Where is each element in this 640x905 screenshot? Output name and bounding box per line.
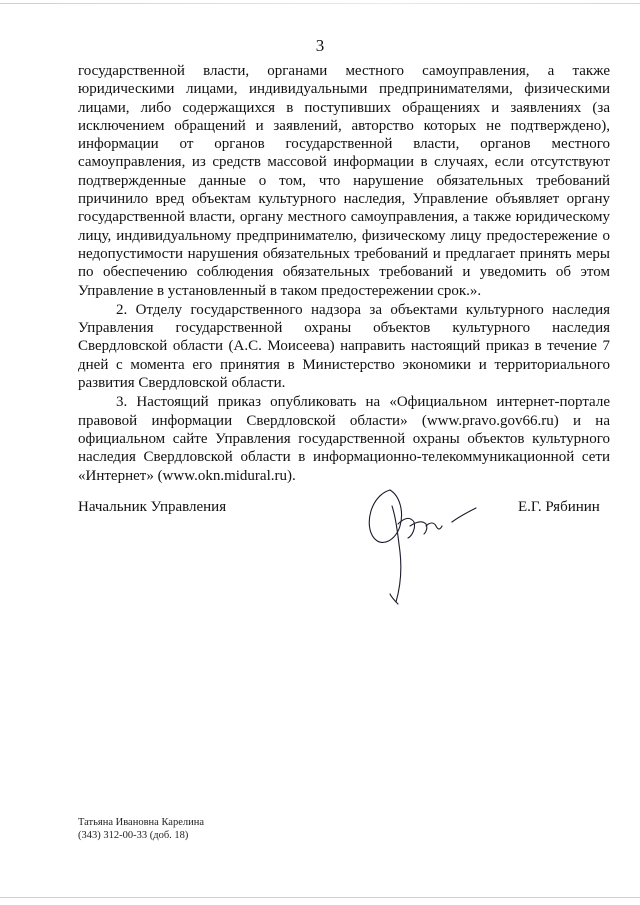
handwritten-signature [360,478,490,608]
contact-footer [78,816,204,842]
page-number: 3 [315,36,325,55]
scan-edge-top [0,3,640,4]
scan-edge-bottom [0,897,640,898]
signatory-position: Начальник Управления [78,499,227,515]
contact-phone: (343) 312-00-33 (доб. 18) [78,830,189,841]
paragraph-item-2: 2. Отделу государственного надзора за объектами культурного наследия Управления государственной охраны объектов культурного наследия Свердловской области (А.С. Моисеева) направить настоящий приказ в течение 7 дней с момента его принятия в Министерство экономики и территориального развития Свердловской области. [78,301,610,392]
document-body [78,62,610,485]
contact-name: Татьяна Ивановна Карелина [78,817,205,828]
paragraph-item-3: 3. Настоящий приказ опубликовать на «Официальном интернет-портале правовой информации Свердловской области» (www.pravo.gov66.ru) и на официальном сайте Управления государственной охраны объектов культурного наследия Свердловской области в информационно-телекоммуникационной сети «Интернет» (www.okn.midural.ru). [78,394,610,484]
signatory-name: Е.Г. Рябинин [518,499,600,515]
paragraph-continuation: государственной власти, органами местного самоуправления, а также юридическими лицами, индивидуальными предпринимателями, физическими лицами, либо содержащихся в поступивших обращениях и заявлениях (за исключением обращений и заявлений, авторство которых не подтверждено), информации от органов государственной власти, органов местного самоуправления, из средств массовой информации в случаях, если отсутствуют подтвержденные данные о том, что нарушение обязательных требований причинило вред объектам культурного наследия, Управление объявляет органу государственной власти, органу местного самоуправления, а также юридическому лицу, индивидуальному предпринимателю, физическому лицу предостережение о недопустимости нарушения обязательных требований и предлагает принять меры по обеспечению соблюдения обязательных требований и уведомить об этом Управление в установленный в таком предостережении срок.». [78,63,610,299]
